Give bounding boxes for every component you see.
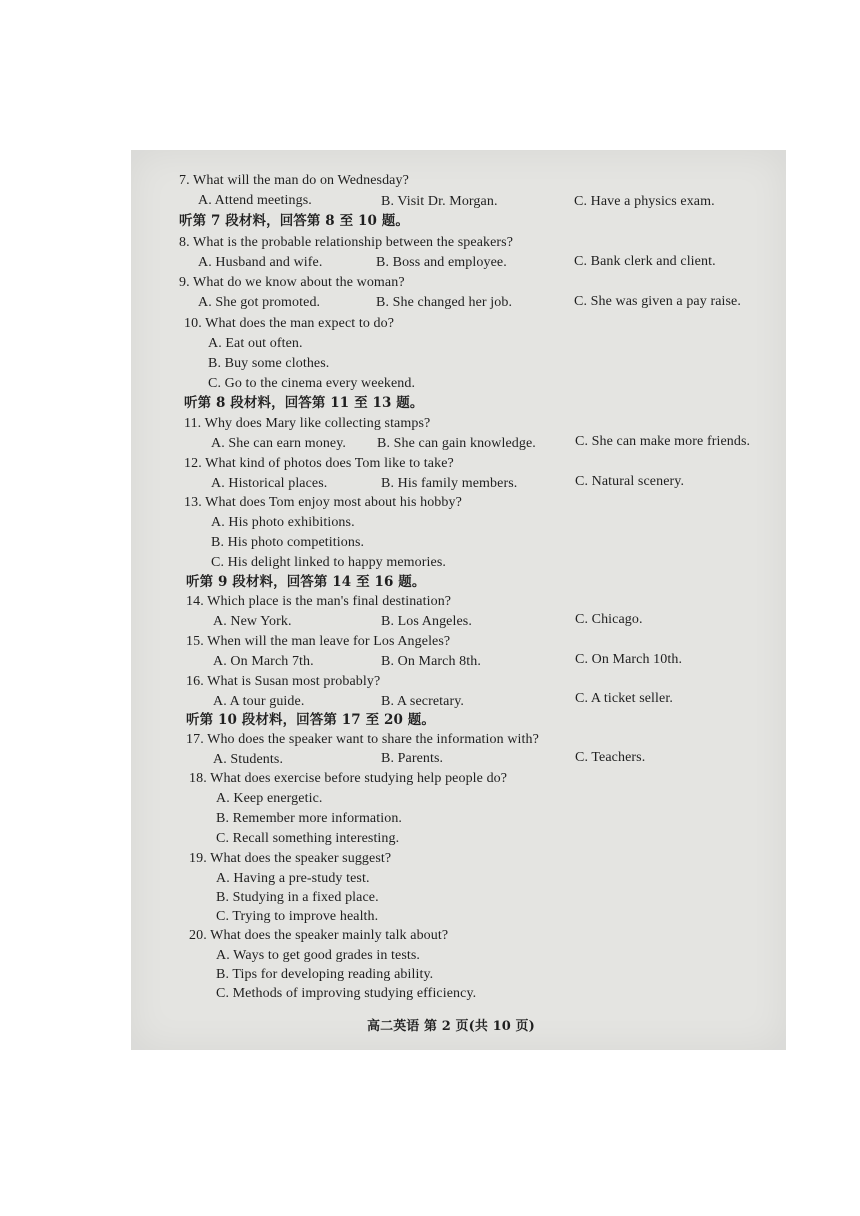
section-header-9: 听第 9 段材料，回答第 14 至 16 题。 [186,574,426,590]
option-13b: B. His photo competitions. [211,535,365,550]
option-9b: B. She changed her job. [376,295,513,310]
question-15: 15. When will the man leave for Los Angeles? [186,634,451,649]
question-13: 13. What does Tom enjoy most about his hobby? [184,495,462,510]
section-header-8: 听第 8 段材料，回答第 11 至 13 题。 [184,395,424,411]
option-18a: A. Keep energetic. [216,791,323,806]
question-19: 19. What does the speaker suggest? [189,851,392,866]
option-11c: C. She can make more friends. [575,434,751,449]
question-8: 8. What is the probable relationship between the speakers? [179,235,514,250]
section-header-7: 听第 7 段材料，回答第 8 至 10 题。 [179,213,409,229]
question-18: 18. What does exercise before studying help people do? [189,771,508,786]
option-12a: A. Historical places. [211,476,328,491]
option-14c: C. Chicago. [575,612,643,627]
option-17c: C. Teachers. [575,750,646,765]
option-17a: A. Students. [213,752,284,767]
option-19c: C. Trying to improve health. [216,909,379,924]
question-9: 9. What do we know about the woman? [179,275,405,290]
option-7b: B. Visit Dr. Morgan. [381,194,498,209]
option-19a: A. Having a pre-study test. [216,871,370,886]
option-16a: A. A tour guide. [213,694,305,709]
option-13c: C. His delight linked to happy memories. [211,555,446,570]
option-8a: A. Husband and wife. [198,255,323,270]
option-15b: B. On March 8th. [381,654,481,669]
option-19b: B. Studying in a fixed place. [216,890,379,905]
option-18c: C. Recall something interesting. [216,831,400,846]
option-7c: C. Have a physics exam. [574,194,715,209]
question-7: 7. What will the man do on Wednesday? [179,173,409,188]
option-9c: C. She was given a pay raise. [574,294,741,309]
option-20c: C. Methods of improving studying efficiency. [216,986,477,1001]
option-10a: A. Eat out often. [208,336,303,351]
question-20: 20. What does the speaker mainly talk about? [189,928,449,943]
option-11a: A. She can earn money. [211,436,347,451]
option-11b: B. She can gain knowledge. [377,436,536,451]
option-8b: B. Boss and employee. [376,255,507,270]
option-20b: B. Tips for developing reading ability. [216,967,434,982]
exam-page [131,150,786,1050]
question-17: 17. Who does the speaker want to share the information with? [186,732,539,747]
option-18b: B. Remember more information. [216,811,403,826]
question-11: 11. Why does Mary like collecting stamps? [184,416,431,431]
option-8c: C. Bank clerk and client. [574,254,716,269]
option-16c: C. A ticket seller. [575,691,673,706]
question-10: 10. What does the man expect to do? [184,316,395,331]
question-12: 12. What kind of photos does Tom like to take? [184,456,454,471]
option-13a: A. His photo exhibitions. [211,515,355,530]
option-16b: B. A secretary. [381,694,465,709]
option-20a: A. Ways to get good grades in tests. [216,948,421,963]
option-7a: A. Attend meetings. [198,193,312,208]
section-header-10: 听第 10 段材料，回答第 17 至 20 题。 [186,712,435,728]
question-14: 14. Which place is the man's final destination? [186,594,452,609]
option-9a: A. She got promoted. [198,295,321,310]
option-14a: A. New York. [213,614,292,629]
option-17b: B. Parents. [381,751,444,766]
option-12b: B. His family members. [381,476,518,491]
option-12c: C. Natural scenery. [575,474,685,489]
option-15a: A. On March 7th. [213,654,314,669]
option-10c: C. Go to the cinema every weekend. [208,376,416,391]
option-10b: B. Buy some clothes. [208,356,330,371]
page-footer: 高二英语 第 2 页(共 10 页) [367,1019,535,1034]
question-16: 16. What is Susan most probably? [186,674,381,689]
option-15c: C. On March 10th. [575,652,683,667]
option-14b: B. Los Angeles. [381,614,472,629]
